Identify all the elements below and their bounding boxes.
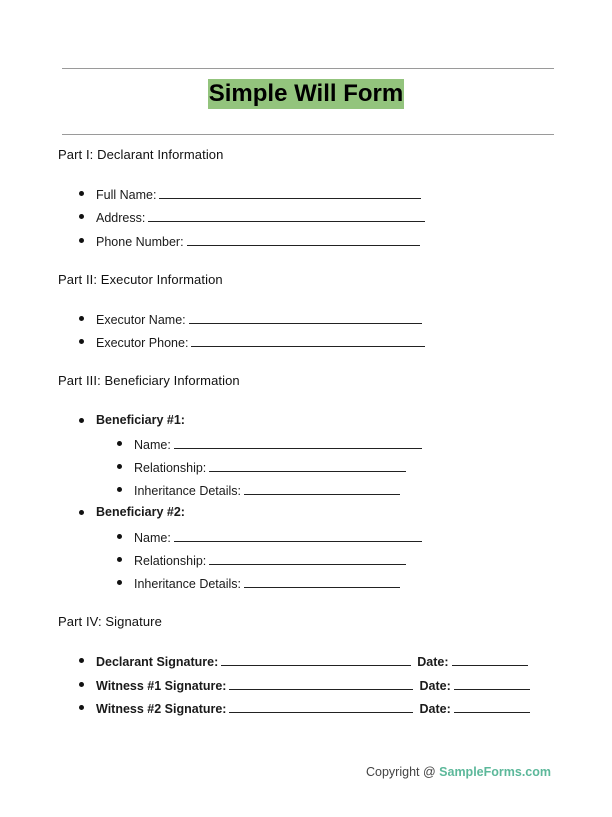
witness1-date-label: Date:: [419, 679, 451, 693]
declarant-signature-field: [96, 653, 528, 669]
witness1-signature-label: Witness #1 Signature:: [96, 679, 227, 693]
address-label: Address:: [96, 211, 146, 225]
page-title: Simple Will Form: [208, 80, 404, 107]
witness1-date-blank[interactable]: [454, 677, 530, 690]
full-name-blank[interactable]: [159, 186, 421, 199]
b2-inheritance-field: [134, 575, 400, 591]
bullet: [117, 487, 122, 492]
phone-label: Phone Number:: [96, 235, 184, 249]
bullet: [79, 316, 84, 321]
bullet: [79, 238, 84, 243]
b2-name-field: [134, 529, 422, 545]
bullet: [117, 441, 122, 446]
title-container: [0, 79, 612, 109]
b2-inheritance-blank[interactable]: [244, 575, 400, 588]
executor-phone-label: Executor Phone:: [96, 336, 189, 350]
b1-inheritance-blank[interactable]: [244, 482, 400, 495]
address-blank[interactable]: [148, 209, 425, 222]
bullet: [79, 682, 84, 687]
beneficiary-1-heading: Beneficiary #1:: [96, 413, 185, 427]
bullet: [79, 191, 84, 196]
witness2-signature-blank[interactable]: [229, 700, 413, 713]
footer-copyright: [366, 765, 551, 779]
b2-relationship-blank[interactable]: [209, 552, 406, 565]
witness2-signature-label: Witness #2 Signature:: [96, 702, 227, 716]
bullet: [117, 580, 122, 585]
b1-name-field: [134, 436, 422, 452]
executor-phone-field: [96, 334, 425, 350]
b2-name-label: Name:: [134, 531, 171, 545]
b1-relationship-blank[interactable]: [209, 459, 406, 472]
section-heading-part2: Part II: Executor Information: [58, 272, 223, 287]
b1-name-blank[interactable]: [174, 436, 422, 449]
bottom-title-divider: [62, 134, 554, 135]
section-heading-part4: Part IV: Signature: [58, 614, 162, 629]
executor-name-label: Executor Name:: [96, 313, 186, 327]
b1-relationship-label: Relationship:: [134, 461, 207, 475]
phone-field: [96, 233, 420, 249]
full-name-field: [96, 186, 421, 202]
section-heading-part1: Part I: Declarant Information: [58, 147, 224, 162]
executor-name-field: [96, 311, 422, 327]
bullet: [79, 214, 84, 219]
b1-inheritance-label: Inheritance Details:: [134, 484, 242, 498]
declarant-date-blank[interactable]: [452, 653, 528, 666]
b2-relationship-field: [134, 552, 406, 568]
witness2-date-blank[interactable]: [454, 700, 530, 713]
declarant-signature-blank[interactable]: [221, 653, 411, 666]
b1-inheritance-field: [134, 482, 400, 498]
bullet: [79, 510, 84, 515]
b1-relationship-field: [134, 459, 406, 475]
witness2-date-label: Date:: [419, 702, 451, 716]
bullet: [79, 339, 84, 344]
bullet: [117, 464, 122, 469]
phone-blank[interactable]: [187, 233, 420, 246]
bullet: [117, 534, 122, 539]
section-heading-part3: Part III: Beneficiary Information: [58, 373, 240, 388]
bullet: [79, 658, 84, 663]
executor-name-blank[interactable]: [189, 311, 422, 324]
copyright-text: Copyright @: [366, 765, 436, 779]
b2-name-blank[interactable]: [174, 529, 422, 542]
beneficiary-2-heading: Beneficiary #2:: [96, 505, 185, 519]
bullet: [117, 557, 122, 562]
full-name-label: Full Name:: [96, 188, 157, 202]
bullet: [79, 705, 84, 710]
witness2-signature-field: [96, 700, 530, 716]
b2-inheritance-label: Inheritance Details:: [134, 577, 242, 591]
declarant-date-label: Date:: [417, 655, 449, 669]
b1-name-label: Name:: [134, 438, 171, 452]
b2-relationship-label: Relationship:: [134, 554, 207, 568]
declarant-signature-label: Declarant Signature:: [96, 655, 219, 669]
address-field: [96, 209, 425, 225]
top-divider: [62, 68, 554, 69]
executor-phone-blank[interactable]: [191, 334, 425, 347]
bullet: [79, 418, 84, 423]
brand-link[interactable]: SampleForms.com: [439, 765, 551, 779]
witness1-signature-field: [96, 677, 530, 693]
witness1-signature-blank[interactable]: [229, 677, 413, 690]
